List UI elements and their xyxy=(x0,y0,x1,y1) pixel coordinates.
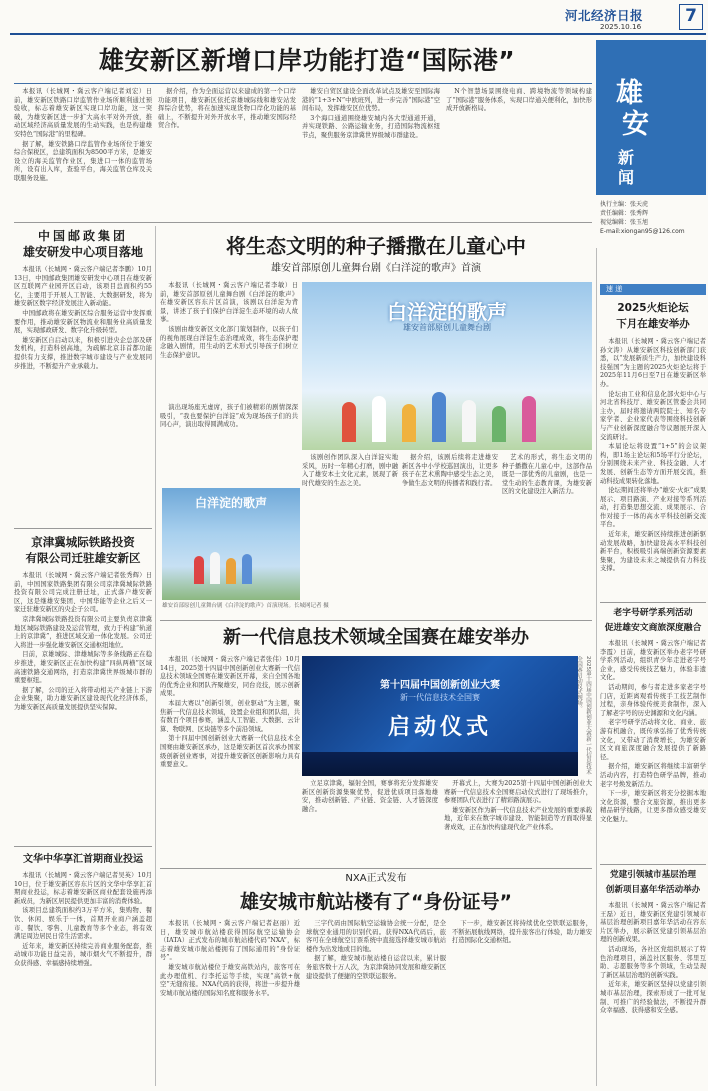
eco-p2: 该剧由雄安新区文化部门策划制作，以孩子们的视角展现白洋淀生态治理成效，将生态保护理念融入剧情，用生动的艺术形式引导孩子们树立生态保护意识。 xyxy=(160,325,298,359)
page-number-text: 7 xyxy=(685,6,697,26)
it-col-3 xyxy=(444,780,592,866)
port-bottom-rule xyxy=(14,222,592,223)
eco-subtitle: 雄安首部原创儿童舞台剧《白洋淀的歌声》首演 xyxy=(271,263,481,274)
eco-col-2 xyxy=(160,404,298,488)
it-p4: 立足京津冀，辐射全国，赛事将充分发挥雄安新区创新资源集聚优势，促进优质项目落地雄安，推动创新链、产业链、资金链、人才链深度融合。 xyxy=(302,780,438,813)
eco-p1: 本报讯（长城网・冀云客户端记者李敏）日前，雄安首部原创儿童舞台剧《白洋淀的歌声》在雄安新区容东片区首演，该剧以白洋淀为背景，讲述了孩子们保护白洋淀生态环境的动人故事。 xyxy=(160,282,298,324)
rail-title-line-2: 有限公司迁驻雄安新区 xyxy=(25,551,141,565)
port-headline: 雄安新区新增口岸功能打造“国际港” xyxy=(98,46,516,75)
eco-photo-2-title: 白洋淀的歌声 xyxy=(387,300,507,324)
nxa-col-1 xyxy=(160,920,300,1086)
masthead-logo: 河北经济日报 xyxy=(565,8,644,23)
culture-headline: 文华中华享汇首期商业投运 xyxy=(23,854,143,865)
port-headline-rule xyxy=(14,83,592,84)
nxa-col-3 xyxy=(452,920,592,1086)
rail-p4: 据了解，公司的迁入将带动相关产业链上下游企业集聚，助力雄安新区建设现代化经济体系，为雄安新区高质量发展提供坚实保障。 xyxy=(14,686,152,711)
old-title-line-2: 促进雄安文商旅深度融合 xyxy=(604,623,702,633)
it-photo-banner-2: 新一代信息技术全国赛 xyxy=(400,693,480,702)
post-headline xyxy=(14,228,152,262)
it-photo-banner-1: 第十四届中国创新创业大赛 xyxy=(380,680,500,691)
it-col-2 xyxy=(302,780,438,866)
party-body xyxy=(600,902,706,1086)
eco-p3: 演出现场座无虚席，孩子们被精彩的剧情深深吸引，“我也要保护白洋淀”成为现场孩子们的共同心声，演出取得圆满成功。 xyxy=(160,404,298,429)
nxa-p3: 三字代码由国际航空运输协会统一分配，是全球航空业通用的识别代码。获得NXA代码后，旅客可在全球航空订票系统中直接选择雄安城市航站楼作为出发地或目的地。 xyxy=(306,920,446,953)
port-p2: 据了解，雄安铁路口岸监管作业场所位于雄安综合保税区，总建筑面积为8500平方米，是雄安设立的海关监管作业区，集进口一体的监管场所，设有出入库，查验平台，海关监管仓库及关联服务设施。 xyxy=(14,140,152,182)
party-title-line-2: 创新项目嘉年华活动举办 xyxy=(605,885,701,895)
forum-p5: 近年来，雄安新区持续推进创新驱动发展战略，加快建设高水平科技创新平台，积极吸引高端创新资源要素集聚，为建设未来之城提供有力科技支撑。 xyxy=(600,531,706,573)
forum-p3: 本届论坛将设置“1+5”的会议架构，即1场主论坛和5场平行分论坛，分别围绕未来产业、科技金融、人才发展、创新生态等方面开展交流，推动科技成果转化落地。 xyxy=(600,443,706,485)
eco-photo-2-sub: 雄安首部原创儿童舞台剧 xyxy=(403,323,491,332)
eco-col-3 xyxy=(302,454,398,616)
it-col-1 xyxy=(160,656,300,866)
express-tag-label: 速 递 xyxy=(606,285,623,293)
eco-col-5 xyxy=(502,454,592,616)
rail-headline xyxy=(14,534,152,568)
post-body xyxy=(14,266,152,524)
post-bottom-rule xyxy=(14,528,152,529)
port-p6: N个智慧场景围绕电商、跨境物流等领域构建了“国际港”服务体系，实现口岸通关便利化，加快形成开放新格局。 xyxy=(446,88,592,113)
old-p2: 活动期间，参与者走进多家老字号门店，近距离观看传统手工技艺制作过程，亲身体验传统美食制作，深入了解老字号的历史渊源和文化内涵。 xyxy=(600,683,706,717)
it-p3: 第十四届中国创新创业大赛新一代信息技术全国赛由雄安新区承办，这是雄安新区首次承办国家级创新创业赛事，对提升雄安新区创新影响力具有重要意义。 xyxy=(160,735,300,769)
section-sub-char-2: 闻 xyxy=(618,168,635,187)
section-char-1: 雄 xyxy=(616,78,643,109)
port-p3: 据介绍，作为全面运营以来建成的第一个口岸功能项目，雄安新区依托京雄城际线和雄安站发挥综合优势，将在加速实现货物口岸化功能的基础上，不断提升对外开放水平，推动雄安国际经贸合作。 xyxy=(158,88,296,130)
port-col-3 xyxy=(302,88,440,218)
old-title-line-1: 老字号研学系列活动 xyxy=(613,608,693,618)
masthead-date: 2025.10.16 xyxy=(600,22,642,31)
forum-body xyxy=(600,338,706,600)
eco-p5: 据介绍，该剧后续将走进雄安新区各中小学校巡回演出，让更多孩子在艺术熏陶中感受生态之美，争做生态文明的传播者和践行者。 xyxy=(402,454,498,487)
party-p2: 活动现场，各社区党组织展示了特色治理项目，涵盖社区服务、邻里互助、志愿服务等多个领域，生动呈现了新区基层治理的创新实践。 xyxy=(600,945,706,979)
forum-p2: 论坛由工业和信息化部火炬中心与河北省科技厅、雄安新区管委会共同主办，届时将邀请两院院士、知名专家学者、企业家代表等围绕科技创新与产业创新深度融合等议题展开深入交流研讨。 xyxy=(600,390,706,441)
masthead xyxy=(0,0,708,34)
it-p5: 开幕式上，大赛为2025第十四届中国创新创业大赛新一代信息技术全国赛启动仪式进行了现场推介，参赛团队代表进行了精彩路演展示。 xyxy=(444,780,592,805)
post-title-line-1: 中国邮政集团 xyxy=(37,229,128,243)
old-headline xyxy=(600,606,706,638)
nxa-col-2 xyxy=(306,920,446,1086)
rail-p1: 本报讯（长城网・冀云客户端记者张秀辉）日前，中国国家铁路集团有限公司京津冀城际铁路投资有限公司完成注册迁址，正式落户雄安新区，这是继雄安集团、中国华能等企业之后又一家迁驻雄安新区的央企子公司。 xyxy=(14,572,152,614)
page-number xyxy=(679,4,703,30)
post-title-line-2: 雄安研发中心项目落地 xyxy=(22,245,143,259)
old-p5: 下一步，雄安新区将充分挖掘本地文化资源，整合文旅资源，推出更多精品研学线路，让更多群众感受雄安文化魅力。 xyxy=(600,790,706,823)
old-p3: 老字号研学活动将文化、商业、旅游有机融合，既传承弘扬了优秀传统文化，又带动了消费增长，为雄安新区文商旅深度融合发展提供了新路径。 xyxy=(600,719,706,761)
party-p1: 本报讯（长城网・冀云客户端记者王磊）近日，雄安新区党建引领城市基层治理创新项目嘉年华活动在容东片区举办，展示新区党建引领基层治理的创新成果。 xyxy=(600,902,706,944)
post-p2: 中国邮政将在雄安新区综合服务运营中发挥重要作用，推动雄安新区物流业和服务业高质量发展，实现邮政研发、数字化升级转型。 xyxy=(14,309,152,335)
culture-p1: 本报讯（长城网・冀云客户端记者吴英）10月10日，位于雄安新区容东片区的文华中华享汇首期商业投运，标志着雄安新区商业配套设施再添新成员，为新区居民提供更加丰富的消费体验。 xyxy=(14,872,152,905)
eco-headline: 将生态文明的种子播撒在儿童心中 xyxy=(226,234,526,258)
party-p3: 近年来，雄安新区坚持以党建引领城市基层治理，探索形成了一批可复制、可推广的经验做法，不断提升群众幸福感、获得感和安全感。 xyxy=(600,981,706,1015)
rail-p3: 目前，京雄城际、津雄城际等多条线路正在稳步推进，雄安新区正在加快构建“四纵两横”区域高速铁路交通网络，打造京津冀世界级城市群的重要枢纽。 xyxy=(14,651,152,685)
editor-line-2: 责任编辑：张秀辉 xyxy=(600,210,649,217)
forum-bottom-rule xyxy=(600,602,706,603)
forum-p4: 论坛期间还将举办“雄安·火炬”成果展示、项目路演、产业对接等系列活动，打造集思想交流、成果展示、合作对接于一体的高水平科技创新交流平台。 xyxy=(600,487,706,529)
culture-body xyxy=(14,872,152,1086)
section-sub xyxy=(618,148,668,192)
express-tag xyxy=(600,284,706,295)
it-p2: 本届大赛以“创新引领，创业驱动”为主题，聚焦新一代信息技术领域，设置企业组和团队组，共有数百个项目参赛，涵盖人工智能、大数据、云计算、物联网、区块链等多个前沿领域。 xyxy=(160,699,300,733)
it-headline: 新一代信息技术领域全国赛在雄安举办 xyxy=(223,627,529,648)
it-bottom-rule xyxy=(160,868,592,869)
section-char-2: 安 xyxy=(622,109,649,140)
port-p1: 本报讯（长城网・冀云客户端记者刘宏）日前，雄安新区铁路口岸监管作业场所顺利通过预验收，标志着雄安新区实现口岸功能，这一突破，为雄安新区进一步扩大高水平对外开放，推动区域经济高质量发展的生动实践，也是构建雄安特色“国际港”的里程碑。 xyxy=(14,88,152,138)
nxa-p5: 下一步，雄安新区将持续优化空铁联运服务，不断拓展航线网络，提升旅客出行体验，助力雄安打造国际化交通枢纽。 xyxy=(452,920,592,945)
post-p3: 雄安新区自启动以来，积极引进央企总部及研发机构，打造科创高地，为疏解北京非首都功能提供有力支撑，推进数字城市建设与产业发展同步推进，不断提升产业承载力。 xyxy=(14,336,152,370)
nxa-p1: 本报讯（长城网・冀云客户端记者赵丽）近日，雄安城市航站楼获得国际航空运输协会（IATA）正式发布的城市航站楼代码“NXA”，标志着雄安城市航站楼拥有了国际通用的“身份证号”。 xyxy=(160,920,300,962)
eco-col-1 xyxy=(160,282,298,402)
old-p4: 据介绍，雄安新区将继续丰富研学活动内容，打造特色研学品牌，推动老字号焕发新活力。 xyxy=(600,763,706,788)
rail-p2: 京津冀城际铁路投资有限公司主要负责京津冀地区城际铁路建设及运营管理，致力于构建“轨道上的京津冀”，推进区域交通一体化发展。公司迁入将进一步强化雄安新区交通枢纽地位。 xyxy=(14,615,152,649)
eco-photo-stage-title: 白洋淀的歌声 xyxy=(194,496,267,510)
eco-p6: 艺术的形式，将生态文明的种子播撒在儿童心中，这部作品既是一部优秀的儿童剧，也是一堂生动的生态教育课，为雄安新区的文化建设注入新活力。 xyxy=(502,454,592,496)
masthead-rule xyxy=(10,33,706,35)
nxa-kicker: NXA正式发布 xyxy=(345,873,407,884)
eco-photo-2 xyxy=(302,282,592,450)
culture-p2: 该项目总建筑面积约3万平方米，集购物、餐饮、休闲、娱乐于一体，首期开业商户涵盖超市、餐饮、零售、儿童教育等多个业态，将有效满足周边居民日常生活需求。 xyxy=(14,907,152,941)
eco-photo-performers xyxy=(190,548,270,588)
eco-photo-2-crowd xyxy=(332,382,562,442)
old-bottom-rule xyxy=(600,864,706,865)
nxa-p4: 据了解，雄安城市航站楼自运营以来，累计服务旅客数十万人次，为京津冀协同发展和雄安新区建设提供了便捷的空铁联运服务。 xyxy=(306,955,446,980)
editors-box xyxy=(600,200,706,242)
eco-bottom-rule xyxy=(160,620,592,621)
editor-line-3: 视觉编辑：张玉旭 xyxy=(600,219,649,226)
section-sub-char-1: 新 xyxy=(618,148,635,167)
it-side-caption: 2025第十四届中国创新创业大赛新一代信息技术全国赛启动仪式现场。 xyxy=(576,656,591,775)
forum-title-line-2: 下月在雄安举办 xyxy=(616,318,690,330)
rail-bottom-rule xyxy=(14,846,152,847)
editor-line-4: E-mail:xiongan95@126.com xyxy=(600,228,685,235)
port-p5: 3个海口通道围绕雄安城内各大型通道开通，并实现铁路、公路运输业务，打造国际物流枢纽节点，聚焦服务京津冀世界级城市群建设。 xyxy=(302,114,440,139)
rail-title-line-1: 京津冀城际铁路投资 xyxy=(31,535,135,549)
port-col-2 xyxy=(158,88,296,218)
rail-body xyxy=(14,572,152,842)
section-name xyxy=(616,78,656,148)
port-col-1 xyxy=(14,88,152,218)
old-p1: 本报讯（长城网・冀云客户端记者李霞）日前，雄安新区举办老字号研学系列活动，组织青少年走进老字号企业，感受传统技艺魅力，体验非遗文化。 xyxy=(600,640,706,682)
it-photo xyxy=(302,656,578,776)
forum-title-line-1: 2025火炬论坛 xyxy=(617,302,689,314)
post-p1: 本报讯（长城网・冀云客户端记者李鹏）10月13日，中国邮政集团雄安研发中心项目在雄安新区互联网产业园开区启动，该项目总面积约55亿，主要用于开展人工智能、大数据研发，将为雄安新区数字经济发展注入新动能。 xyxy=(14,266,152,308)
it-p1: 本报讯（长城网・冀云客户端记者张伟）10月14日，2025第十四届中国创新创业大赛新一代信息技术领域全国赛在雄安新区开幕，来自全国各地的优秀企业和团队齐聚雄安，同台竞技，展示创新成果。 xyxy=(160,656,300,698)
party-headline xyxy=(600,868,706,900)
section-banner xyxy=(596,40,706,195)
nxa-headline: 雄安城市航站楼有了“身份证号” xyxy=(240,891,512,913)
nxa-p2: 雄安城市航站楼位于雄安高铁站内，旅客可在此办理值机、行李托运等手续，实现“高铁+航空”无缝衔接。NXA代码的获得，将进一步提升雄安城市航站楼的国际知名度和服务水平。 xyxy=(160,963,300,997)
eco-col-4 xyxy=(402,454,498,616)
it-photo-stage xyxy=(302,752,578,776)
forum-p1: 本报讯（长城网・冀云客户端记者孙文涛）从雄安新区科技创新部门获悉，以“发展新质生产力，加快建设科技强国”为主题的2025火炬论坛将于2025年11月6日至7日在雄安新区举办。 xyxy=(600,338,706,388)
old-body xyxy=(600,640,706,862)
culture-p3: 近年来，雄安新区持续完善商业服务配套，推动城市功能日益完善，城市烟火气不断提升，群众获得感、幸福感持续增强。 xyxy=(14,942,152,967)
right-col-separator xyxy=(596,248,597,1086)
it-p6: 雄安新区作为新一代信息技术产业发展的重要承载地，近年来在数字城市建设、智能制造等方面取得显著成效，正在加快构建现代化产业体系。 xyxy=(444,806,592,831)
editor-line-1: 执行主编：张天虎 xyxy=(600,201,649,208)
port-col-4 xyxy=(446,88,592,218)
eco-p4: 该剧创作团队深入白洋淀实地采风，历时一年精心打磨，剧中融入了雄安本土文化元素，展现了新时代雄安的生态之美。 xyxy=(302,454,398,487)
it-photo-banner-3: 启动仪式 xyxy=(387,715,492,740)
party-title-line-1: 党建引领城市基层治理 xyxy=(610,870,696,880)
eco-caption: 雄安首部原创儿童舞台剧《白洋淀的歌声》首演现场。长城网记者 摄 xyxy=(162,603,329,609)
eco-photo xyxy=(162,488,300,600)
port-p4: 雄安自贸区建设全面改革试点及雄安至国际海港的“1+3+N”中欧班列，进一步完善“国际港”空间布局，发挥雄安区位优势。 xyxy=(302,88,440,113)
forum-headline xyxy=(600,300,706,334)
left-col-separator xyxy=(155,226,156,1086)
